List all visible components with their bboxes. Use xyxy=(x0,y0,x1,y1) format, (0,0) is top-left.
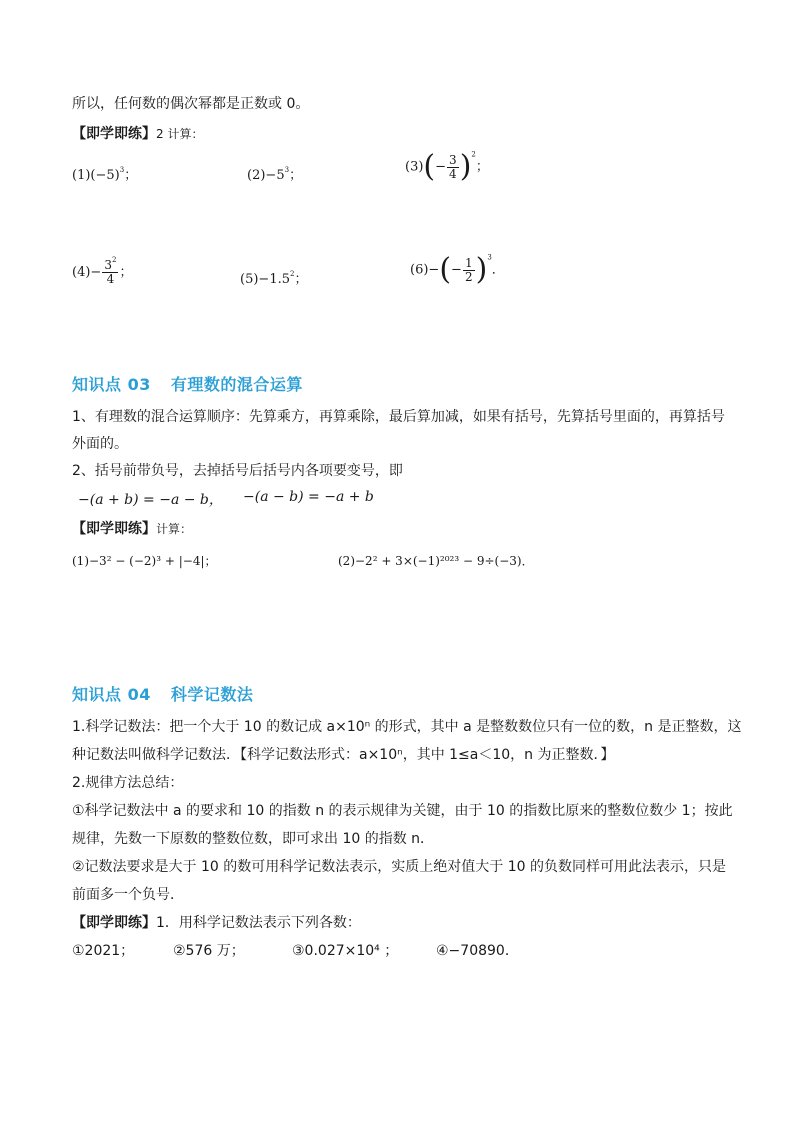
section-4-rule-b-line-1: ②记数法要求是大于 10 的数可用科学记数法表示，实质上绝对值大于 10 的负数同样可用此法表示，只是 xyxy=(72,859,726,875)
sci-item-1: ①2021； xyxy=(72,943,135,959)
practice-label: 2 计算： xyxy=(156,127,204,141)
practice-tag: 【即学即练】 xyxy=(72,126,156,142)
problem-1: $(1)(-5)^3$； xyxy=(72,166,138,183)
section-4-rule-a-line-1: ①科学记数法中 a 的要求和 10 的指数 n 的表示规律为关键，由于 10 的指数比原来的整数位数少 1；按此 xyxy=(72,803,733,819)
formula-2: −(a − b) = −a + b xyxy=(243,489,374,505)
section-4-title: 知识点 04 科学记数法 xyxy=(72,685,254,704)
practice-heading-1 xyxy=(72,124,203,144)
problem-4: (4)− $\frac{3^2}{4}$ ； xyxy=(72,256,133,286)
section-4-def-line-1: 1.科学记数法：把一个大于 10 的数记成 a×10ⁿ 的形式，其中 a 是整数数位只有一位的数，n 是正整数，这 xyxy=(72,719,742,735)
section-4-def-line-2: 种记数法叫做科学记数法．【科学记数法形式：a×10ⁿ，其中 1≤a＜10，n 为正整数．】 xyxy=(72,747,615,763)
section-3-rule-1-line-1: 1、有理数的混合运算顺序：先算乘方，再算乘除，最后算加减，如果有括号，先算括号里面的，再算括号 xyxy=(72,409,725,425)
practice-heading-2: 【即学即练】计算： xyxy=(72,521,193,537)
problem-6: (6)−(− $\frac{1}{2}$ )$^3$． xyxy=(410,252,505,287)
sci-item-4: ④−70890． xyxy=(436,943,519,959)
intro-line: 所以，任何数的偶次幂都是正数或 0。 xyxy=(72,96,310,112)
mixed-problem-1: (1)−3² − (−2)³ + |−4|； xyxy=(72,554,217,568)
formula-1: −(a + b) = −a − b， xyxy=(78,492,223,508)
section-3-rule-2: 2、括号前带负号，去掉括号后括号内各项要变号，即 xyxy=(72,463,403,479)
mixed-problem-2: (2)−2² + 3×(−1)²⁰²³ − 9÷(−3)． xyxy=(338,554,534,568)
section-3-rule-1-line-2: 外面的。 xyxy=(72,436,128,452)
practice-heading-3: 【即学即练】1．用科学记数法表示下列各数： xyxy=(72,915,361,931)
problem-2: $(2)-5^3$； xyxy=(247,166,303,183)
problem-5: $(5)-1.5^2$； xyxy=(240,270,308,287)
section-4-rule-a-line-2: 规律，先数一下原数的整数位数，即可求出 10 的指数 n． xyxy=(72,831,435,847)
sci-item-2: ②576 万； xyxy=(173,943,245,959)
problem-3: (3)(− $\frac{3}{4}$ )$^2$； xyxy=(405,149,489,184)
sci-item-3: ③0.027×10⁴ ； xyxy=(292,943,399,959)
section-3-title: 知识点 03 有理数的混合运算 xyxy=(72,375,303,394)
section-4-rule-b-line-2: 前面多一个负号． xyxy=(72,887,184,903)
section-4-summary-title: 2.规律方法总结： xyxy=(72,775,184,791)
